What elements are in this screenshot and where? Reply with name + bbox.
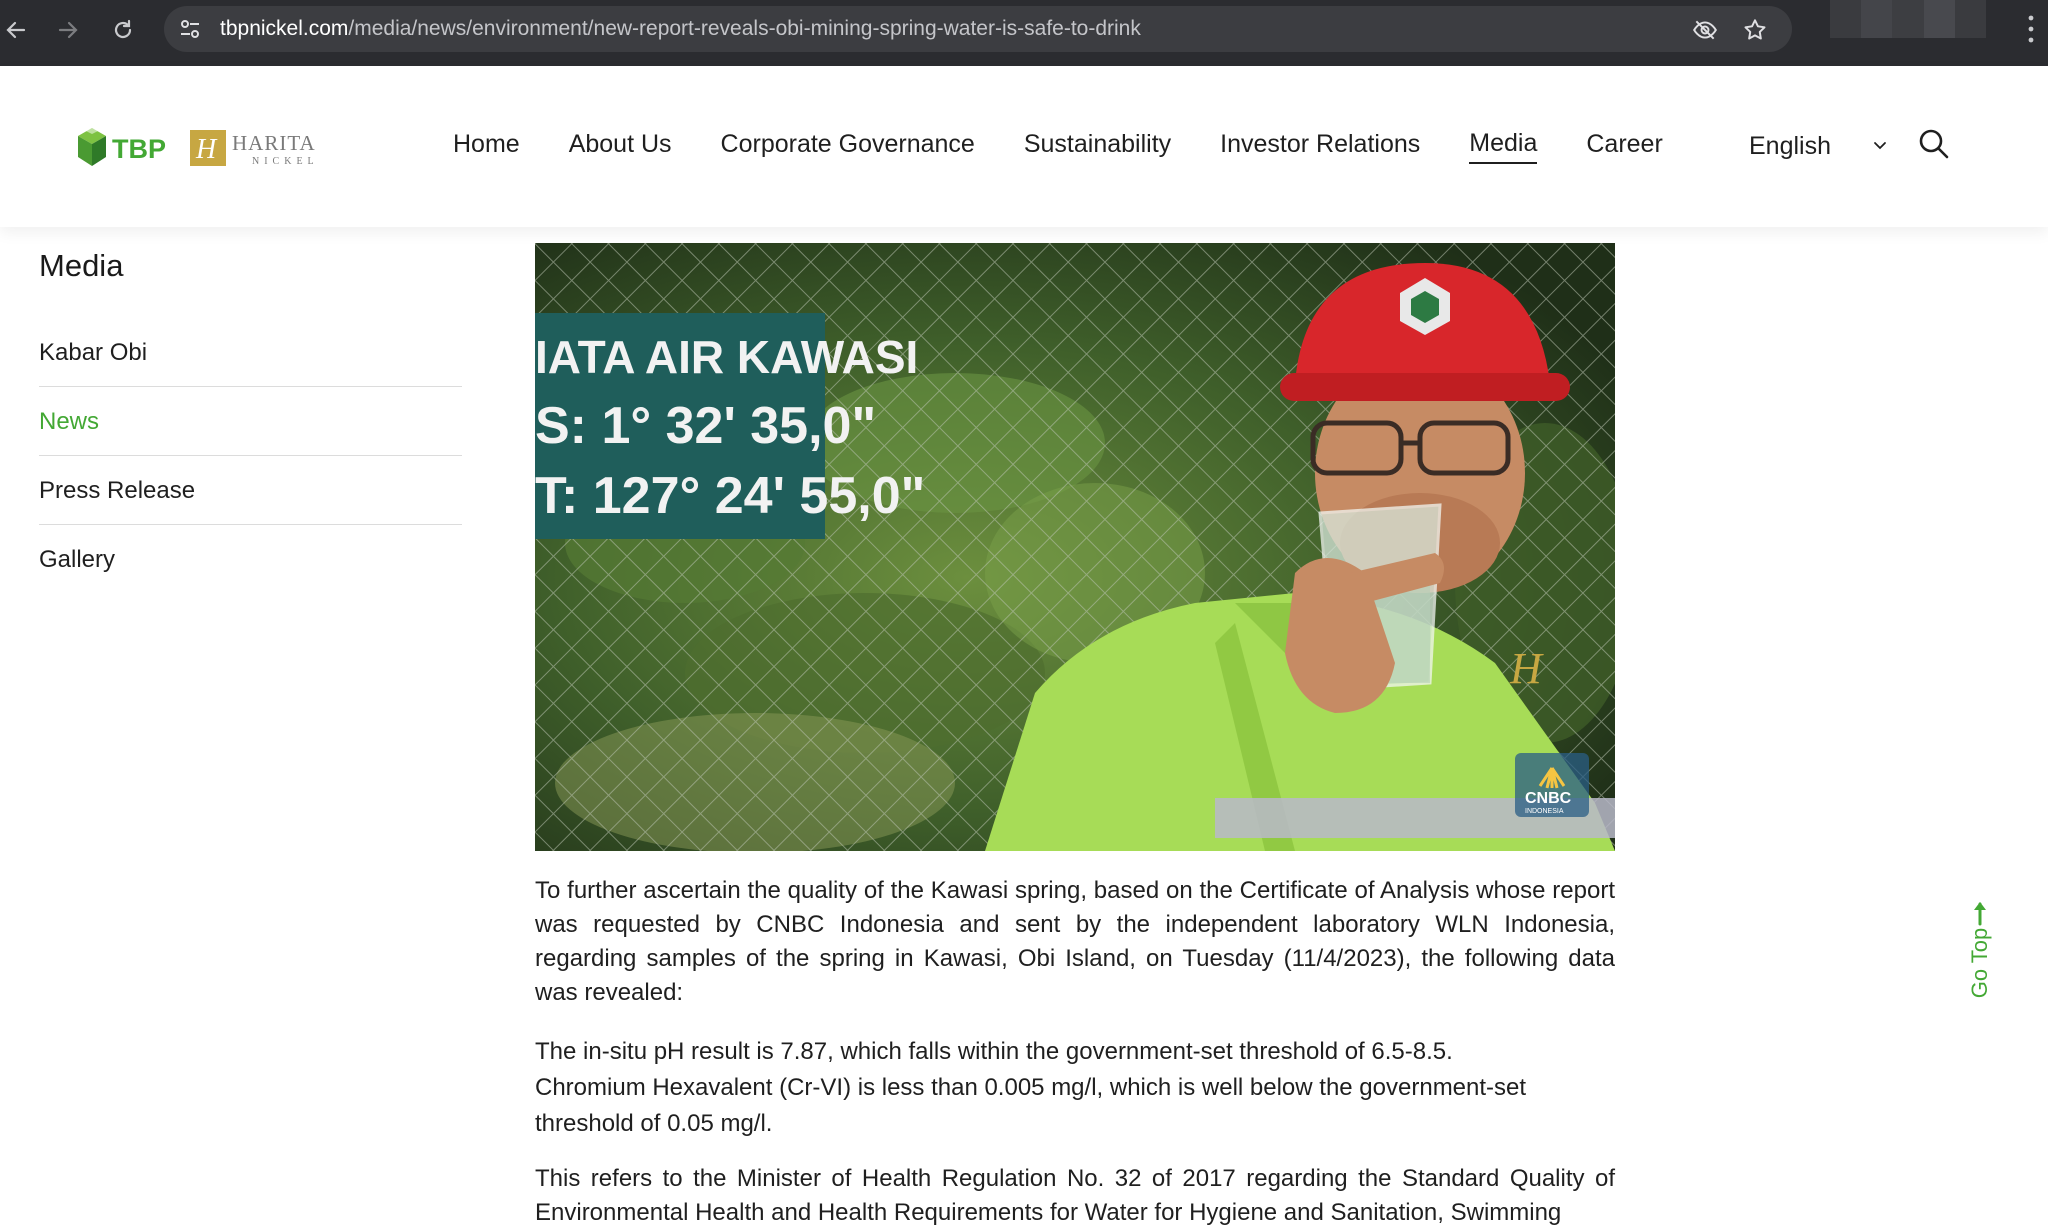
article-body [535,874,1615,1230]
language-select[interactable]: English [1749,132,1831,160]
media-sidebar [39,248,462,594]
nav-home[interactable]: Home [453,130,520,158]
sign-text-line3: T: 127° 24' 55,0" [535,467,926,525]
go-top-button[interactable] [1960,900,2000,1020]
reload-button[interactable] [107,14,139,46]
forward-button[interactable] [52,14,84,46]
sidebar-item-gallery[interactable]: Gallery [39,546,116,573]
logo-harita-text: HARITA [232,131,316,155]
profile-area[interactable] [1830,0,1986,38]
watermark-subtext: INDONESIA [1525,808,1564,815]
eye-off-icon[interactable] [1692,17,1718,43]
address-bar[interactable] [164,6,1792,52]
kawasi-sign [535,313,925,539]
article-paragraph-2 [535,1034,1615,1142]
ph-result-line: The in-situ pH result is 7.87, which falls within the government-set threshold of 6.5-8.5. [535,1038,1453,1065]
go-top-label: Go Top [1967,927,1992,999]
company-logo[interactable] [76,124,326,176]
search-icon[interactable] [1918,128,1950,160]
forward-arrow-icon [56,18,80,42]
sidebar-item-kabar-obi[interactable]: Kabar Obi [39,318,462,387]
logo-tbp-text: TBP [112,134,166,164]
article-paragraph-3: This refers to the Minister of Health Regulation No. 32 of 2017 regarding the Standard Quality of Environmental Health and Health Requirements for Water for Hygiene and Sanitation, Swimming [535,1165,1615,1226]
url-path: /media/news/environment/new-report-reveals-obi-mining-spring-water-is-safe-to-drink [348,17,1141,40]
browser-toolbar [0,0,2048,66]
nav-about-us[interactable]: About Us [568,130,672,158]
cnbc-watermark [1515,753,1589,817]
nav-corporate-governance[interactable]: Corporate Governance [720,130,975,158]
sidebar-title: Media [39,248,124,283]
nav-investor-relations[interactable]: Investor Relations [1220,130,1421,158]
chromium-result-line: Chromium Hexavalent (Cr-VI) is less than 0.005 mg/l, which is well below the government-set threshold of 0.05 mg/l. [535,1074,1527,1137]
svg-text:H: H [1510,644,1542,693]
nav-media[interactable]: Media [1469,129,1537,164]
url-host: tbpnickel.com [220,17,349,40]
article-hero-image [535,243,1615,851]
site-header [0,66,2048,227]
browser-menu-icon[interactable] [2024,12,2038,46]
logo-nickel-text: NICKEL [252,156,319,167]
bookmark-star-icon[interactable] [1742,17,1768,43]
sign-text-line1: IATA AIR KAWASI [535,331,919,383]
sidebar-item-press-release[interactable]: Press Release [39,456,462,525]
sidebar-item-news[interactable]: News [39,387,462,456]
nav-career[interactable]: Career [1586,130,1663,158]
site-settings-icon[interactable] [178,17,202,41]
back-button[interactable] [0,14,32,46]
svg-text:H: H [196,134,217,165]
article-paragraph-1: To further ascertain the quality of the Kawasi spring, based on the Certificate of Analysis whose report was requested by CNBC Indonesia and sent by the independent laboratory WLN Indonesia, regarding samples of the spring in Kawasi, Obi Island, on Tuesday (11/4/2023), the following data was revealed: [535,877,1615,1006]
watermark-text: CNBC [1525,790,1572,807]
chevron-down-icon[interactable] [1872,138,1888,154]
back-arrow-icon [4,18,28,42]
reload-icon [111,18,135,42]
hero-photo [535,243,1615,851]
nav-sustainability[interactable]: Sustainability [1023,130,1172,158]
main-nav [453,66,1712,227]
sign-text-line2: S: 1° 32' 35,0" [535,397,877,455]
url-text[interactable] [220,6,1141,52]
